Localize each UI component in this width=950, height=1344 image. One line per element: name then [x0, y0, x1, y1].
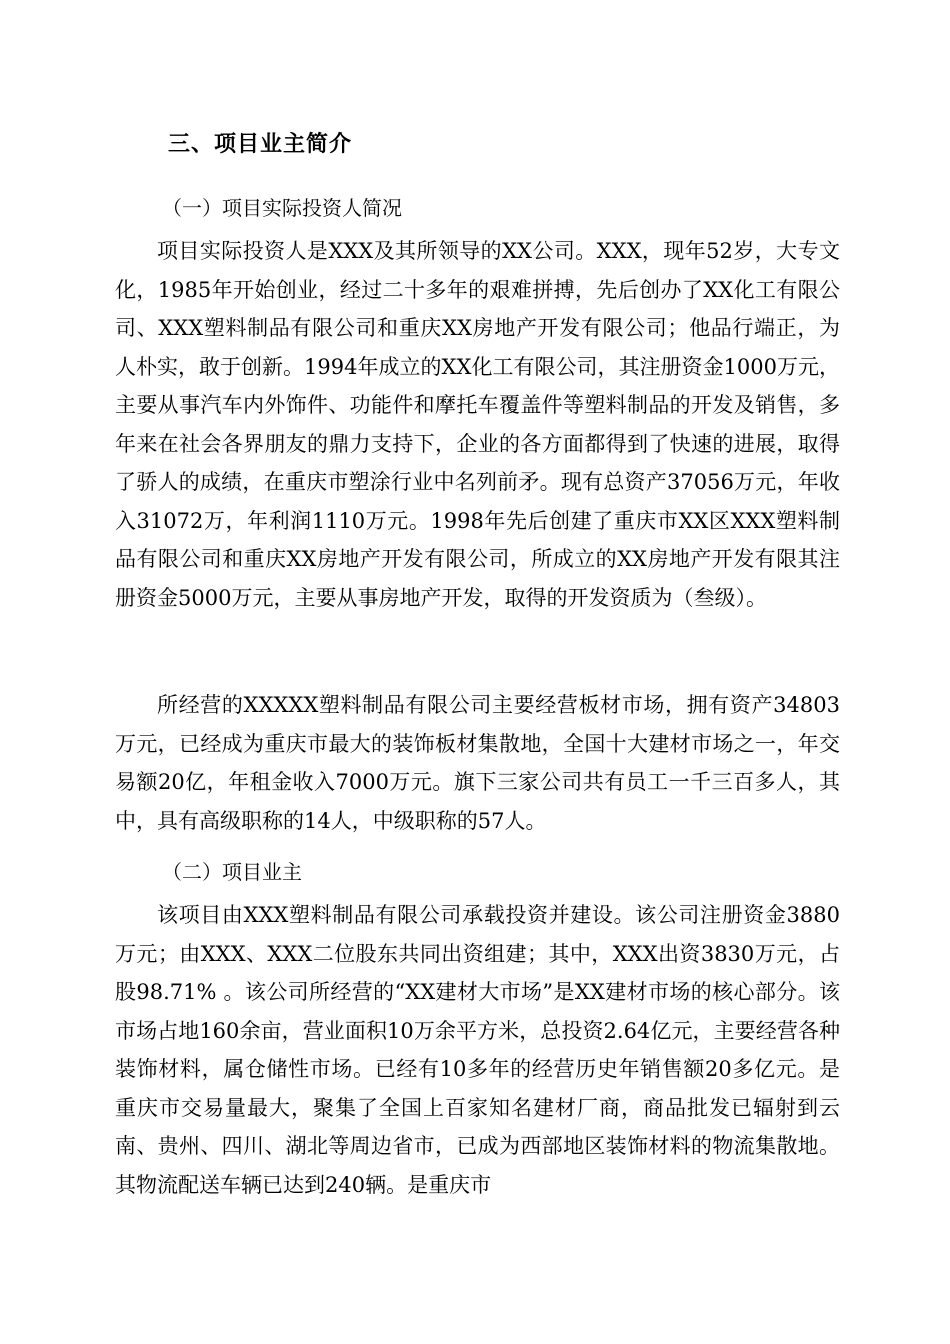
owner-subheading: （二）项目业主: [162, 860, 302, 884]
investor-paragraph-2: 所经营的XXXXX塑料制品有限公司主要经营板材市场，拥有资产34803万元，已经成为重庆市最大的装饰板材集散地，全国十大建材市场之一，年交易额20亿，年租金收入7000万元。旗下三家公司共有员工一千三百多人，其中，具有高级职称的14人，中级职称的57人。: [115, 693, 840, 833]
investor-subheading: （一）项目实际投资人简况: [162, 196, 402, 220]
investor-paragraph-1: 项目实际投资人是XXX及其所领导的XX公司。XXX，现年52岁，大专文化，1985年开始创业，经过二十多年的艰难拼搏，先后创办了XX化工有限公司、XXX塑料制品有限公司和重庆XX房地产开发有限公司；他品行端正，为人朴实，敢于创新。1994年成立的XX化工有限公司，其注册资金1000万元，主要从事汽车内外饰件、功能件和摩托车覆盖件等塑料制品的开发及销售，多年来在社会各界朋友的鼎力支持下，企业的各方面都得到了快速的进展，取得了骄人的成绩，在重庆市塑涂行业中名列前矛。现有总资产37056万元，年收入31072万，年利润1110万元。1998年先后创建了重庆市XX区XXX塑料制品有限公司和重庆XX房地产开发有限公司，所成立的XX房地产开发有限其注册资金5000万元，主要从事房地产开发，取得的开发资质为（叁级）。: [115, 239, 840, 610]
owner-paragraph-1: 该项目由XXX塑料制品有限公司承载投资并建设。该公司注册资金3880万元；由XXX、XXX二位股东共同出资组建；其中，XXX出资3830万元，占股98.71% 。该公司所经营的“XX建材大市场”是XX建材市场的核心部分。该市场占地160余亩，营业面积10万余平方米，总投资2.64亿元，主要经营各种装饰材料，属仓储性市场。已经有10多年的经营历史年销售额20多亿元。是重庆市交易量最大，聚集了全国上百家知名建材厂商，商品批发已辐射到云南、贵州、四川、湖北等周边省市，已成为西部地区装饰材料的物流集散地。其物流配送车辆已达到240辆。是重庆市: [115, 903, 840, 1197]
section-heading: 三、项目业主简介: [168, 131, 353, 157]
